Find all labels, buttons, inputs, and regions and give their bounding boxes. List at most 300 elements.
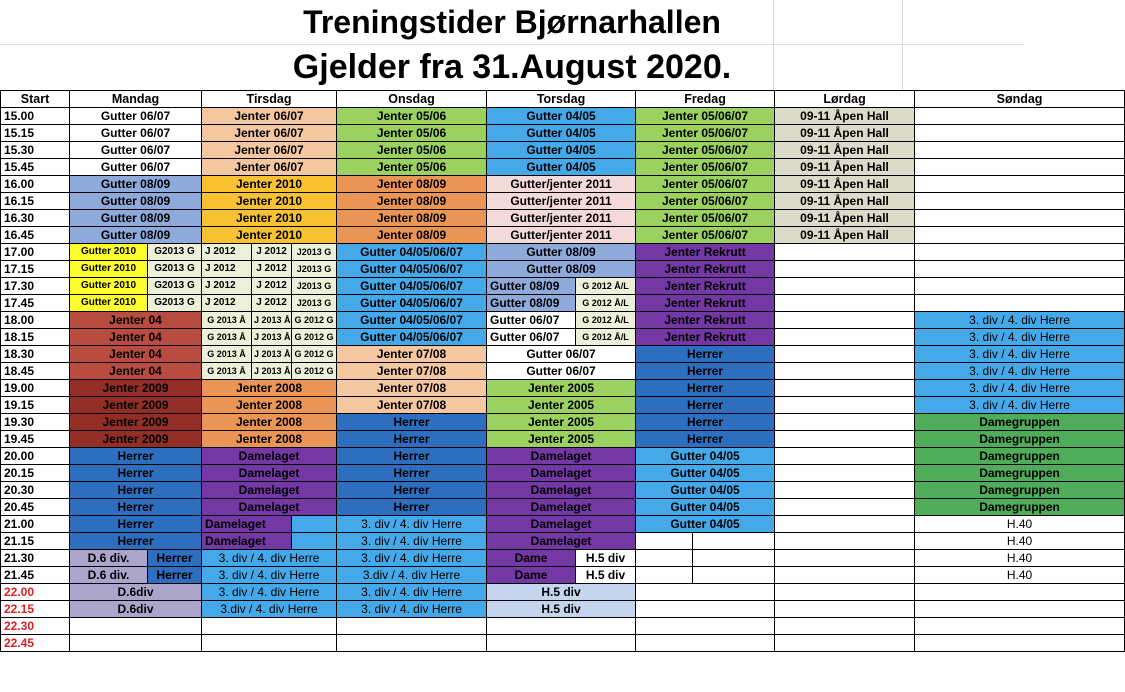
slot-cell: Jenter 06/07 — [202, 142, 337, 159]
table-row — [1, 465, 1125, 482]
table-row — [1, 278, 1125, 295]
slot-cell: Jenter 2008 — [202, 414, 337, 431]
slot-cell: Gutter 04/05 — [487, 142, 636, 159]
slot-cell: Gutter 04/05 — [487, 125, 636, 142]
slot-cell: 09-11 Åpen Hall — [775, 159, 915, 176]
time-cell: 15.45 — [1, 159, 70, 176]
slot-cell: Damelaget — [202, 482, 337, 499]
table-row — [1, 482, 1125, 499]
slot-cell: Gutter 08/09 — [70, 193, 202, 210]
table-row — [1, 329, 1125, 346]
empty-cell — [915, 193, 1125, 210]
slot-cell: Gutter 08/09 — [487, 278, 576, 295]
slot-cell: Herrer — [337, 482, 487, 499]
table-row — [1, 516, 1125, 533]
empty-cell — [915, 584, 1125, 601]
table-row — [1, 414, 1125, 431]
slot-cell: Jenter Rekrutt — [636, 278, 775, 295]
slot-cell: Gutter 06/07 — [70, 108, 202, 125]
empty-cell — [775, 635, 915, 652]
header-sondag: Søndag — [915, 91, 1125, 108]
slot-cell: Damegruppen — [915, 414, 1125, 431]
slot-cell: G 2013 Å — [202, 363, 252, 380]
slot-cell: J2013 G — [292, 244, 337, 261]
slot-cell: Gutter 04/05/06/07 — [337, 278, 487, 295]
table-row — [1, 533, 1125, 550]
slot-cell: Jenter 05/06/07 — [636, 142, 775, 159]
slot-cell: J 2012 — [202, 278, 252, 295]
slot-cell: Damelaget — [202, 448, 337, 465]
slot-cell: G2013 G — [148, 278, 202, 295]
slot-cell: Gutter 04/05/06/07 — [337, 295, 487, 312]
empty-cell — [636, 567, 693, 584]
empty-cell — [915, 176, 1125, 193]
empty-cell — [915, 278, 1125, 295]
slot-cell: G 2012 Å/L — [576, 329, 636, 346]
table-row — [1, 312, 1125, 329]
empty-cell — [775, 482, 915, 499]
slot-cell: 3. div / 4. div Herre — [915, 346, 1125, 363]
time-cell: 20.00 — [1, 448, 70, 465]
slot-cell: 3. div / 4. div Herre — [915, 397, 1125, 414]
slot-cell: 3. div / 4. div Herre — [202, 550, 337, 567]
slot-cell: Damelaget — [202, 465, 337, 482]
slot-cell: Herrer — [337, 431, 487, 448]
time-cell: 18.30 — [1, 346, 70, 363]
empty-cell — [775, 618, 915, 635]
slot-cell: Jenter Rekrutt — [636, 329, 775, 346]
slot-cell: Jenter 2010 — [202, 193, 337, 210]
slot-cell: Damegruppen — [915, 465, 1125, 482]
slot-cell: Damelaget — [202, 516, 292, 533]
empty-cell — [202, 618, 337, 635]
slot-cell: Jenter 2008 — [202, 397, 337, 414]
slot-cell: H.40 — [915, 567, 1125, 584]
slot-cell: G 2012 G — [292, 312, 337, 329]
time-cell: 16.45 — [1, 227, 70, 244]
slot-cell: 3. div / 4. div Herre — [915, 329, 1125, 346]
slot-cell: Gutter 2010 — [70, 278, 148, 295]
slot-cell: Herrer — [636, 346, 775, 363]
slot-cell: Jenter 06/07 — [202, 108, 337, 125]
empty-cell — [292, 533, 337, 550]
empty-cell — [915, 125, 1125, 142]
slot-cell: G2013 G — [148, 295, 202, 312]
slot-cell: Jenter 2005 — [487, 414, 636, 431]
slot-cell: Herrer — [70, 499, 202, 516]
empty-cell — [775, 414, 915, 431]
empty-cell — [487, 635, 636, 652]
page-subtitle: Gjelder fra 31.August 2020. — [292, 48, 732, 86]
slot-cell: Damelaget — [487, 533, 636, 550]
slot-cell: 09-11 Åpen Hall — [775, 227, 915, 244]
slot-cell: Damelaget — [202, 499, 337, 516]
slot-cell: Herrer — [337, 465, 487, 482]
empty-cell — [693, 533, 775, 550]
table-row — [1, 363, 1125, 380]
slot-cell: G 2013 Å — [202, 329, 252, 346]
slot-cell: 09-11 Åpen Hall — [775, 142, 915, 159]
slot-cell: G 2013 Å — [202, 312, 252, 329]
slot-cell: Gutter 2010 — [70, 244, 148, 261]
slot-cell: Damelaget — [487, 465, 636, 482]
slot-cell: Gutter/jenter 2011 — [487, 227, 636, 244]
empty-cell — [775, 465, 915, 482]
time-cell: 16.00 — [1, 176, 70, 193]
table-row — [1, 397, 1125, 414]
slot-cell: H.40 — [915, 550, 1125, 567]
empty-cell — [775, 550, 915, 567]
slot-cell: Jenter 05/06/07 — [636, 108, 775, 125]
empty-cell — [775, 584, 915, 601]
slot-cell: Gutter 08/09 — [70, 227, 202, 244]
slot-cell: Jenter 2010 — [202, 176, 337, 193]
slot-cell: 09-11 Åpen Hall — [775, 176, 915, 193]
slot-cell: G2013 G — [148, 244, 202, 261]
header-fredag: Fredag — [636, 91, 775, 108]
slot-cell: Jenter 05/06 — [337, 159, 487, 176]
empty-cell — [636, 618, 775, 635]
slot-cell: Jenter Rekrutt — [636, 244, 775, 261]
slot-cell: Damelaget — [487, 499, 636, 516]
slot-cell: Jenter 05/06 — [337, 108, 487, 125]
empty-cell — [775, 346, 915, 363]
empty-cell — [915, 618, 1125, 635]
time-cell: 19.15 — [1, 397, 70, 414]
empty-cell — [915, 295, 1125, 312]
empty-cell — [636, 601, 775, 618]
slot-cell: Herrer — [70, 482, 202, 499]
slot-cell: Gutter/jenter 2011 — [487, 176, 636, 193]
time-cell: 18.45 — [1, 363, 70, 380]
slot-cell: Gutter/jenter 2011 — [487, 193, 636, 210]
empty-cell — [775, 448, 915, 465]
empty-cell — [915, 261, 1125, 278]
slot-cell: G 2012 G — [292, 329, 337, 346]
slot-cell: Gutter 04/05 — [636, 499, 775, 516]
empty-cell — [915, 108, 1125, 125]
empty-cell — [636, 550, 693, 567]
slot-cell: Jenter 2010 — [202, 227, 337, 244]
table-row — [1, 210, 1125, 227]
slot-cell: 3.div / 4. div Herre — [202, 601, 337, 618]
empty-cell — [775, 363, 915, 380]
slot-cell: Damelaget — [487, 516, 636, 533]
time-cell: 17.45 — [1, 295, 70, 312]
slot-cell: Jenter 05/06 — [337, 142, 487, 159]
slot-cell: Gutter 04/05 — [487, 108, 636, 125]
slot-cell: Herrer — [70, 448, 202, 465]
slot-cell: 09-11 Åpen Hall — [775, 193, 915, 210]
time-cell: 21.00 — [1, 516, 70, 533]
slot-cell: Damegruppen — [915, 431, 1125, 448]
slot-cell: Jenter 2009 — [70, 414, 202, 431]
slot-cell: Jenter 07/08 — [337, 346, 487, 363]
time-cell: 21.30 — [1, 550, 70, 567]
slot-cell: Gutter 06/07 — [487, 346, 636, 363]
slot-cell: Jenter 2005 — [487, 380, 636, 397]
slot-cell: Herrer — [148, 567, 202, 584]
slot-cell: Jenter 06/07 — [202, 125, 337, 142]
slot-cell: Jenter 2008 — [202, 380, 337, 397]
empty-cell — [70, 618, 202, 635]
slot-cell: Damelaget — [202, 533, 292, 550]
slot-cell: 09-11 Åpen Hall — [775, 210, 915, 227]
time-cell: 20.15 — [1, 465, 70, 482]
slot-cell: Jenter 08/09 — [337, 176, 487, 193]
table-row — [1, 550, 1125, 567]
slot-cell: Jenter 2005 — [487, 431, 636, 448]
table-row — [1, 244, 1125, 261]
empty-cell — [636, 584, 775, 601]
slot-cell: Herrer — [70, 465, 202, 482]
slot-cell: Jenter 05/06/07 — [636, 125, 775, 142]
header-lordag: Lørdag — [775, 91, 915, 108]
time-cell: 17.30 — [1, 278, 70, 295]
slot-cell: Gutter 04/05/06/07 — [337, 261, 487, 278]
slot-cell: 3. div / 4. div Herre — [337, 584, 487, 601]
slot-cell: Herrer — [636, 431, 775, 448]
slot-cell: Jenter 05/06 — [337, 125, 487, 142]
empty-cell — [693, 550, 775, 567]
empty-cell — [915, 142, 1125, 159]
empty-cell — [775, 261, 915, 278]
slot-cell: Jenter 2005 — [487, 397, 636, 414]
slot-cell: Jenter Rekrutt — [636, 295, 775, 312]
slot-cell: H.5 div — [487, 601, 636, 618]
empty-cell — [775, 567, 915, 584]
slot-cell: Gutter 2010 — [70, 295, 148, 312]
slot-cell: Gutter 04/05 — [636, 482, 775, 499]
page-title: Treningstider Bjørnarhallen — [303, 4, 721, 40]
table-row — [1, 601, 1125, 618]
slot-cell: Herrer — [70, 516, 202, 533]
table-row — [1, 108, 1125, 125]
slot-cell: J2013 G — [292, 278, 337, 295]
table-row — [1, 295, 1125, 312]
slot-cell: Jenter 05/06/07 — [636, 210, 775, 227]
header-row — [1, 91, 1125, 108]
slot-cell: Damelaget — [487, 448, 636, 465]
slot-cell: 09-11 Åpen Hall — [775, 108, 915, 125]
slot-cell: J 2012 — [202, 261, 252, 278]
slot-cell: J 2012 — [252, 295, 292, 312]
slot-cell: G 2012 G — [292, 346, 337, 363]
time-cell: 21.45 — [1, 567, 70, 584]
table-row — [1, 125, 1125, 142]
empty-cell — [915, 227, 1125, 244]
slot-cell: J2013 G — [292, 295, 337, 312]
slot-cell: Jenter 04 — [70, 312, 202, 329]
table-row — [1, 618, 1125, 635]
slot-cell: Jenter 07/08 — [337, 363, 487, 380]
slot-cell: Damegruppen — [915, 499, 1125, 516]
empty-cell — [70, 635, 202, 652]
slot-cell: D.6 div. — [70, 567, 148, 584]
slot-cell: Dame — [487, 567, 576, 584]
empty-cell — [775, 499, 915, 516]
empty-cell — [337, 635, 487, 652]
slot-cell: Gutter 08/09 — [487, 261, 636, 278]
time-cell: 19.30 — [1, 414, 70, 431]
time-cell: 20.45 — [1, 499, 70, 516]
slot-cell: Damegruppen — [915, 482, 1125, 499]
time-cell: 16.15 — [1, 193, 70, 210]
slot-cell: Gutter 06/07 — [487, 329, 576, 346]
empty-cell — [202, 635, 337, 652]
time-cell: 15.00 — [1, 108, 70, 125]
slot-cell: 3. div / 4. div Herre — [202, 567, 337, 584]
empty-cell — [487, 618, 636, 635]
slot-cell: Gutter 06/07 — [487, 312, 576, 329]
table-row — [1, 380, 1125, 397]
slot-cell: Gutter 04/05/06/07 — [337, 312, 487, 329]
empty-cell — [775, 312, 915, 329]
time-cell: 22.45 — [1, 635, 70, 652]
empty-cell — [775, 295, 915, 312]
header-onsdag: Onsdag — [337, 91, 487, 108]
schedule-table — [0, 90, 1125, 652]
slot-cell: Jenter 04 — [70, 363, 202, 380]
slot-cell: G 2012 Å/L — [576, 295, 636, 312]
empty-cell — [775, 397, 915, 414]
slot-cell: Herrer — [636, 363, 775, 380]
empty-cell — [915, 159, 1125, 176]
slot-cell: Jenter 08/09 — [337, 210, 487, 227]
time-cell: 20.30 — [1, 482, 70, 499]
slot-cell: G2013 G — [148, 261, 202, 278]
slot-cell: J2013 G — [292, 261, 337, 278]
slot-cell: 3. div / 4. div Herre — [337, 516, 487, 533]
slot-cell: Jenter 04 — [70, 329, 202, 346]
table-row — [1, 635, 1125, 652]
table-row — [1, 431, 1125, 448]
time-cell: 19.45 — [1, 431, 70, 448]
time-cell: 22.15 — [1, 601, 70, 618]
table-row — [1, 159, 1125, 176]
time-cell: 18.00 — [1, 312, 70, 329]
slot-cell: Gutter/jenter 2011 — [487, 210, 636, 227]
slot-cell: J 2012 — [202, 244, 252, 261]
empty-cell — [915, 635, 1125, 652]
slot-cell: Jenter 2009 — [70, 397, 202, 414]
slot-cell: Gutter 2010 — [70, 261, 148, 278]
empty-cell — [775, 380, 915, 397]
slot-cell: 3. div / 4. div Herre — [202, 584, 337, 601]
slot-cell: 3. div / 4. div Herre — [915, 312, 1125, 329]
slot-cell: Herrer — [636, 380, 775, 397]
slot-cell: Jenter 08/09 — [337, 227, 487, 244]
slot-cell: Gutter 06/07 — [487, 363, 636, 380]
empty-cell — [292, 516, 337, 533]
slot-cell: Gutter 04/05 — [487, 159, 636, 176]
slot-cell: Gutter 06/07 — [70, 159, 202, 176]
empty-cell — [775, 244, 915, 261]
slot-cell: Jenter 07/08 — [337, 397, 487, 414]
time-cell: 17.00 — [1, 244, 70, 261]
slot-cell: H.5 div — [576, 550, 636, 567]
slot-cell: Herrer — [636, 414, 775, 431]
empty-cell — [775, 533, 915, 550]
slot-cell: Jenter 06/07 — [202, 159, 337, 176]
slot-cell: Gutter 08/09 — [487, 295, 576, 312]
slot-cell: Gutter 06/07 — [70, 125, 202, 142]
empty-cell — [636, 533, 693, 550]
slot-cell: Jenter 04 — [70, 346, 202, 363]
slot-cell: 3. div / 4. div Herre — [337, 550, 487, 567]
empty-cell — [693, 567, 775, 584]
table-row — [1, 193, 1125, 210]
time-cell: 22.30 — [1, 618, 70, 635]
slot-cell: Gutter 08/09 — [70, 176, 202, 193]
slot-cell: Dame — [487, 550, 576, 567]
header-tirsdag: Tirsdag — [202, 91, 337, 108]
slot-cell: Jenter 08/09 — [337, 193, 487, 210]
slot-cell: 3. div / 4. div Herre — [915, 380, 1125, 397]
time-cell: 22.00 — [1, 584, 70, 601]
slot-cell: G 2012 Å/L — [576, 278, 636, 295]
slot-cell: J 2012 — [252, 244, 292, 261]
empty-cell — [915, 210, 1125, 227]
slot-cell: H.5 div — [487, 584, 636, 601]
slot-cell: H.40 — [915, 533, 1125, 550]
slot-cell: Gutter 04/05 — [636, 465, 775, 482]
table-row — [1, 448, 1125, 465]
empty-cell — [775, 516, 915, 533]
time-cell: 16.30 — [1, 210, 70, 227]
slot-cell: J 2013 Å — [252, 312, 292, 329]
slot-cell: D.6div — [70, 584, 202, 601]
slot-cell: Gutter 04/05 — [636, 516, 775, 533]
empty-cell — [775, 278, 915, 295]
slot-cell: Damelaget — [487, 482, 636, 499]
slot-cell: 09-11 Åpen Hall — [775, 125, 915, 142]
slot-cell: Herrer — [337, 499, 487, 516]
empty-cell — [775, 601, 915, 618]
slot-cell: Herrer — [337, 448, 487, 465]
header-mandag: Mandag — [70, 91, 202, 108]
table-row — [1, 176, 1125, 193]
slot-cell: 3. div / 4. div Herre — [915, 363, 1125, 380]
empty-cell — [775, 329, 915, 346]
slot-cell: Jenter 2009 — [70, 380, 202, 397]
slot-cell: Herrer — [337, 414, 487, 431]
slot-cell: D.6div — [70, 601, 202, 618]
empty-cell — [915, 244, 1125, 261]
slot-cell: J 2013 Å — [252, 346, 292, 363]
slot-cell: G 2012 G — [292, 363, 337, 380]
slot-cell: J 2013 Å — [252, 329, 292, 346]
empty-cell — [636, 635, 775, 652]
table-row — [1, 584, 1125, 601]
slot-cell: J 2012 — [202, 295, 252, 312]
slot-cell: Jenter 05/06/07 — [636, 176, 775, 193]
slot-cell: Jenter 2008 — [202, 431, 337, 448]
slot-cell: Jenter 05/06/07 — [636, 159, 775, 176]
slot-cell: Jenter Rekrutt — [636, 261, 775, 278]
time-cell: 15.15 — [1, 125, 70, 142]
slot-cell: J 2012 — [252, 278, 292, 295]
table-row — [1, 142, 1125, 159]
header-start: Start — [1, 91, 70, 108]
slot-cell: Jenter 2010 — [202, 210, 337, 227]
slot-cell: Herrer — [148, 550, 202, 567]
slot-cell: 3.div / 4. div Herre — [337, 567, 487, 584]
empty-cell — [915, 601, 1125, 618]
empty-cell — [337, 618, 487, 635]
time-cell: 15.30 — [1, 142, 70, 159]
slot-cell: Herrer — [70, 533, 202, 550]
